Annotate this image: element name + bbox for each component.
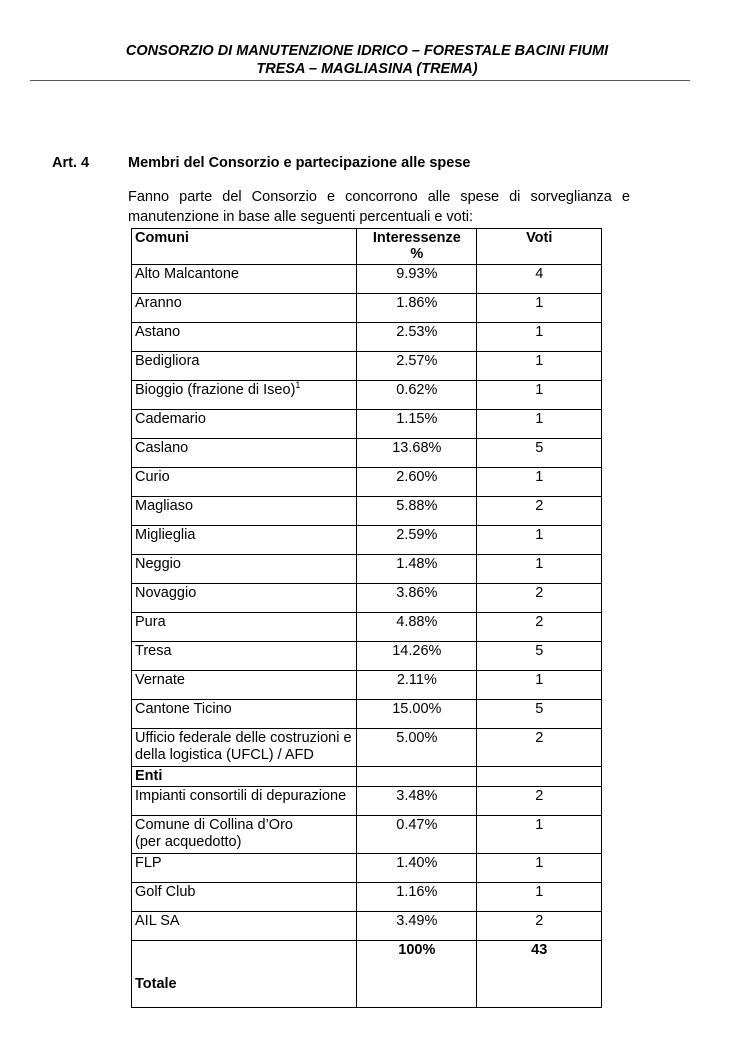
cell-voti: 5 [477, 700, 602, 729]
cell-percent: 5.88% [357, 497, 477, 526]
cell-percent: 2.59% [357, 526, 477, 555]
table-row [132, 410, 602, 439]
cell-name-text: Aranno [135, 295, 182, 311]
cell-percent: 1.40% [357, 854, 477, 883]
cell-name-text: Novaggio [135, 585, 197, 601]
table-row [132, 671, 602, 700]
table-row [132, 526, 602, 555]
table-row [132, 439, 602, 468]
cell-name [132, 323, 357, 352]
cell-name-text: Pura [135, 614, 166, 630]
table-row [132, 854, 602, 883]
cell-name [132, 642, 357, 671]
cell-percent: 1.48% [357, 555, 477, 584]
cell-name [132, 613, 357, 642]
cell-name [132, 700, 357, 729]
cell-name [132, 294, 357, 323]
cell-voti: 1 [477, 352, 602, 381]
table-row [132, 294, 602, 323]
cell-voti: 1 [477, 883, 602, 912]
header-comuni: Comuni [132, 229, 357, 265]
header-voti: Voti [477, 229, 602, 265]
table-row [132, 555, 602, 584]
table-row [132, 700, 602, 729]
cell-voti: 1 [477, 294, 602, 323]
cell-percent: 2.11% [357, 671, 477, 700]
header-interessenze-line2: % [410, 246, 424, 262]
cell-name-text: Vernate [135, 672, 185, 688]
intro-line-2: manutenzione in base alle seguenti percentuali e voti: [128, 209, 474, 225]
header-line-1: CONSORZIO DI MANUTENZIONE IDRICO – FORESTALE BACINI FIUMI [125, 43, 609, 59]
document-header [0, 42, 734, 78]
cell-name-text: Caslano [135, 440, 189, 456]
table-row [132, 642, 602, 671]
table-row [132, 912, 602, 941]
table-header-row [132, 229, 602, 265]
cell-voti: 2 [477, 729, 602, 767]
cell-name [132, 729, 357, 767]
cell-name-text: Alto Malcantone [135, 266, 239, 282]
cell-voti: 1 [477, 555, 602, 584]
total-label: Totale [132, 941, 357, 1008]
header-interessenze [357, 229, 477, 265]
cell-voti: 1 [477, 323, 602, 352]
cell-name-text: Comune di Collina d’Oro [135, 817, 293, 833]
cell-percent: 1.86% [357, 294, 477, 323]
cell-voti: 1 [477, 381, 602, 410]
cell-name-text-2: (per acquedotto) [135, 834, 242, 850]
total-voti: 43 [477, 941, 602, 1008]
cell-empty [477, 767, 602, 787]
cell-voti: 1 [477, 468, 602, 497]
cell-name [132, 787, 357, 816]
cell-percent: 2.53% [357, 323, 477, 352]
cell-name-text: Magliaso [135, 498, 194, 514]
table-row [132, 883, 602, 912]
table-row [132, 352, 602, 381]
cell-voti: 2 [477, 497, 602, 526]
cell-voti: 5 [477, 642, 602, 671]
cell-empty [357, 767, 477, 787]
cell-name [132, 526, 357, 555]
cell-percent: 2.57% [357, 352, 477, 381]
cell-percent: 3.48% [357, 787, 477, 816]
cell-name-text: Impianti consortili di depurazione [135, 788, 347, 804]
cell-voti: 2 [477, 787, 602, 816]
intro-paragraph [128, 187, 630, 227]
cell-name [132, 410, 357, 439]
cell-name [132, 816, 357, 854]
cell-name-text: Astano [135, 324, 181, 340]
cell-percent: 14.26% [357, 642, 477, 671]
cell-name-text: Ufficio federale delle costruzioni e [135, 730, 352, 746]
cell-name [132, 497, 357, 526]
table-row [132, 613, 602, 642]
cell-percent: 0.62% [357, 381, 477, 410]
cell-percent: 4.88% [357, 613, 477, 642]
intro-line-1: Fanno parte del Consorzio e concorrono alle spese di sorveglianza e [128, 189, 630, 205]
cell-name [132, 671, 357, 700]
cell-name [132, 381, 357, 410]
table-row [132, 584, 602, 613]
cell-name [132, 352, 357, 381]
header-divider [30, 80, 690, 81]
cell-name [132, 584, 357, 613]
cell-name-text: AIL SA [135, 913, 180, 929]
cell-name-text: Bioggio (frazione di Iseo) [135, 382, 296, 398]
cell-voti: 1 [477, 854, 602, 883]
cell-voti: 2 [477, 584, 602, 613]
cell-percent: 3.49% [357, 912, 477, 941]
cell-name [132, 439, 357, 468]
header-line-2: TRESA – MAGLIASINA (TREMA) [256, 61, 478, 77]
cell-name-text: Curio [135, 469, 170, 485]
total-percent: 100% [357, 941, 477, 1008]
table-row [132, 497, 602, 526]
cell-percent: 2.60% [357, 468, 477, 497]
cell-name [132, 883, 357, 912]
cell-percent: 9.93% [357, 265, 477, 294]
cell-voti: 5 [477, 439, 602, 468]
total-row [132, 941, 602, 1008]
cell-voti: 2 [477, 613, 602, 642]
table-row [132, 323, 602, 352]
cell-percent: 0.47% [357, 816, 477, 854]
table-row [132, 729, 602, 767]
cell-name [132, 265, 357, 294]
cell-name-text: Tresa [135, 643, 172, 659]
cell-name-text: Miglieglia [135, 527, 196, 543]
cell-name-text-2: della logistica (UFCL) / AFD [135, 747, 314, 763]
header-interessenze-line1: Interessenze [372, 230, 461, 246]
members-table [131, 228, 602, 1008]
cell-percent: 1.16% [357, 883, 477, 912]
table-row [132, 381, 602, 410]
cell-percent: 1.15% [357, 410, 477, 439]
table-row [132, 816, 602, 854]
cell-percent: 3.86% [357, 584, 477, 613]
cell-percent: 13.68% [357, 439, 477, 468]
cell-voti: 1 [477, 410, 602, 439]
cell-name-text: Golf Club [135, 884, 196, 900]
cell-name [132, 555, 357, 584]
cell-voti: 1 [477, 671, 602, 700]
footnote-marker: 1 [295, 380, 301, 391]
cell-name-text: Bedigliora [135, 353, 200, 369]
cell-voti: 1 [477, 816, 602, 854]
cell-voti: 1 [477, 526, 602, 555]
article-label: Art. 4 [52, 155, 90, 171]
cell-percent: 5.00% [357, 729, 477, 767]
cell-voti: 4 [477, 265, 602, 294]
cell-voti: 2 [477, 912, 602, 941]
cell-name-text: FLP [135, 855, 162, 871]
cell-name-text: Cantone Ticino [135, 701, 232, 717]
cell-name-text: Neggio [135, 556, 181, 572]
cell-name [132, 854, 357, 883]
section-label: Enti [132, 767, 357, 787]
cell-percent: 15.00% [357, 700, 477, 729]
article-title: Membri del Consorzio e partecipazione alle spese [128, 155, 471, 171]
table-row [132, 265, 602, 294]
table-row [132, 787, 602, 816]
cell-name [132, 468, 357, 497]
section-row-enti [132, 767, 602, 787]
table-row [132, 468, 602, 497]
cell-name-text: Cademario [135, 411, 206, 427]
cell-name [132, 912, 357, 941]
